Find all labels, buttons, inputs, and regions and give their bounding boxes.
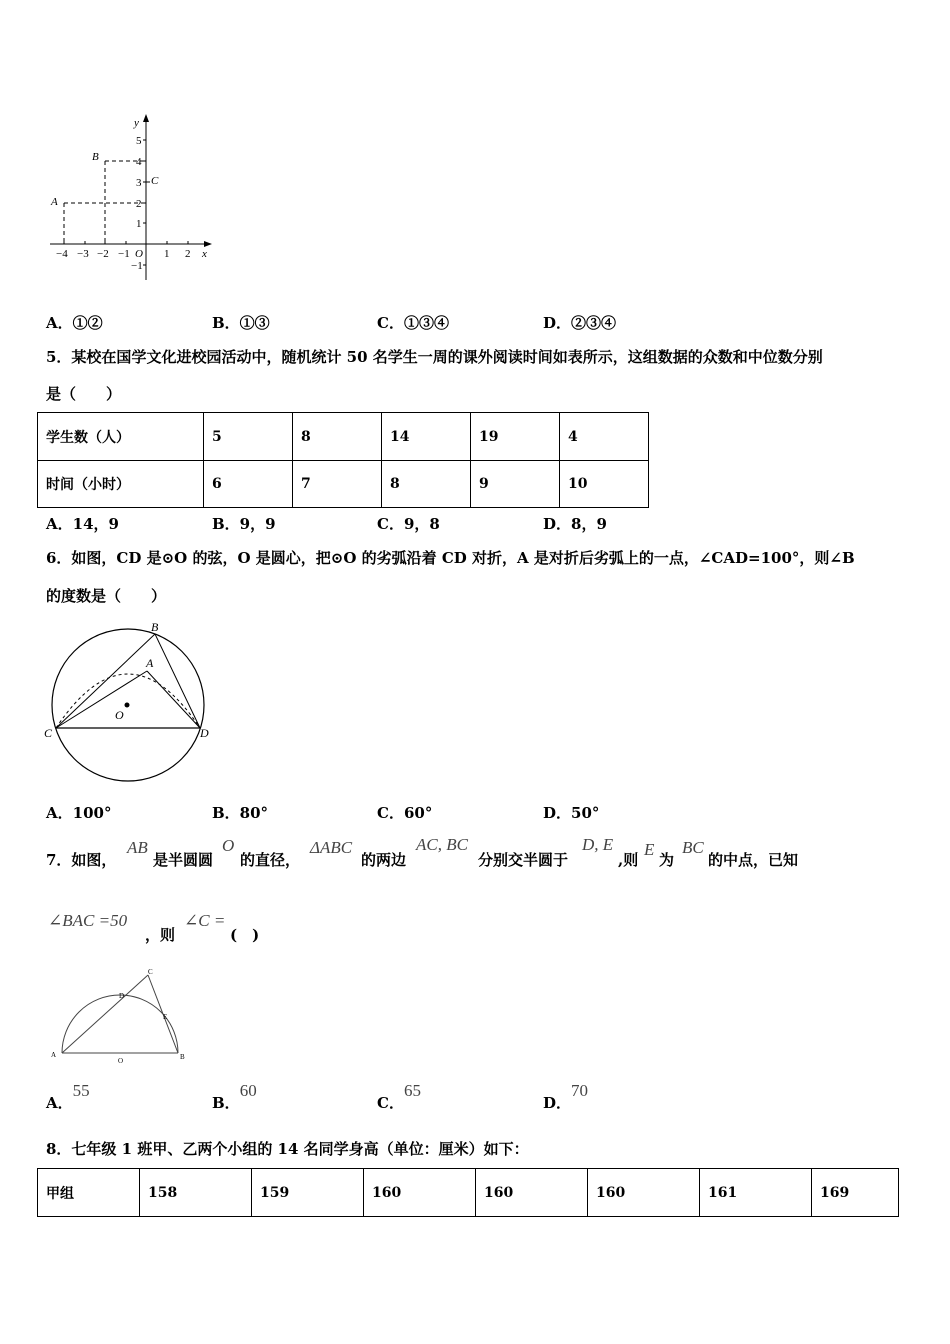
y-tick-label: 2	[136, 198, 142, 210]
segment-ca	[56, 671, 147, 728]
table-cell: 9	[471, 461, 560, 508]
label-a: A	[51, 1051, 57, 1059]
x-tick-label: −4	[56, 248, 68, 260]
label-d: D	[200, 726, 209, 740]
q6-circle-figure	[38, 615, 218, 790]
table-cell: 6	[204, 461, 293, 508]
question-7-text: ,则	[618, 851, 639, 869]
option-c[interactable]: C．9，8	[377, 515, 440, 533]
table-cell: 10	[560, 461, 649, 508]
answer-blank: ( )	[230, 926, 260, 944]
x-tick-label: −1	[118, 248, 130, 260]
math-bc: BC	[682, 838, 704, 857]
y-tick-label: 5	[136, 135, 142, 147]
question-5-text-cont: 是（ ）	[46, 385, 122, 403]
math-triangle-abc: ΔABC	[310, 838, 353, 857]
label-b: B	[180, 1053, 185, 1061]
label-c: C	[148, 968, 153, 976]
question-7-prefix: 7．如图，	[46, 851, 117, 869]
table-cell: 159	[252, 1169, 364, 1217]
table-cell: 158	[140, 1169, 252, 1217]
question-6-text-cont: 的度数是（ ）	[46, 587, 167, 605]
option-c[interactable]	[377, 1081, 421, 1113]
label-c: C	[44, 726, 53, 740]
math-ab: AB	[127, 838, 148, 857]
semicircle-arc	[62, 995, 178, 1053]
table-cell: 14	[382, 413, 471, 461]
option-value: 55	[72, 1081, 90, 1100]
table-row	[38, 1169, 899, 1217]
table-cell: 169	[812, 1169, 899, 1217]
point-a-label: A	[51, 196, 58, 208]
label-b: B	[151, 620, 159, 634]
question-7-text: 的两边	[361, 851, 407, 869]
label-e: E	[163, 1013, 168, 1021]
option-b[interactable]	[212, 1081, 257, 1113]
option-b[interactable]: B．①③	[212, 314, 270, 332]
point-c-label: C	[151, 175, 159, 187]
center-point	[125, 703, 130, 708]
option-d[interactable]: D．②③④	[543, 314, 617, 332]
table-cell: 160	[588, 1169, 700, 1217]
question-7-text: 的中点，已知	[708, 851, 799, 869]
table-cell: 时间（小时）	[38, 461, 204, 508]
x-axis-arrow	[204, 241, 212, 247]
math-o: O	[222, 836, 235, 855]
math-angle-bac: ∠BAC =50	[48, 911, 128, 930]
table-cell: 8	[293, 413, 382, 461]
option-a[interactable]: A．①②	[46, 314, 103, 332]
y-axis-label: y	[134, 117, 139, 129]
option-letter: D．	[543, 1094, 572, 1112]
table-cell: 160	[476, 1169, 588, 1217]
label-o: O	[118, 1057, 124, 1065]
q7-semicircle-figure	[46, 965, 196, 1065]
math-e: E	[644, 840, 655, 859]
option-letter: C．	[377, 1094, 404, 1112]
y-tick-label: 3	[136, 177, 142, 189]
option-b[interactable]: B．9，9	[212, 515, 276, 533]
option-a[interactable]: A．100°	[46, 804, 112, 822]
option-d[interactable]: D．8，9	[543, 515, 607, 533]
math-ac-bc: AC, BC	[416, 835, 468, 854]
option-c[interactable]: C．①③④	[377, 314, 449, 332]
option-a[interactable]	[46, 1081, 90, 1113]
origin-label: O	[135, 248, 143, 260]
math-angle-c: ∠C =	[184, 911, 226, 930]
q5-data-table	[37, 412, 649, 508]
x-tick-label: −2	[97, 248, 109, 260]
question-8-text: 8．七年级 1 班甲、乙两个小组的 14 名同学身高（单位：厘米）如下：	[46, 1140, 529, 1158]
question-7-text: 是半圆圆	[153, 851, 214, 869]
question-5-text: 5．某校在国学文化进校园活动中，随机统计 50 名学生一周的课外阅读时间如表所示，这组数据的众数和中位数分别	[46, 348, 823, 366]
table-cell: 5	[204, 413, 293, 461]
table-cell: 160	[364, 1169, 476, 1217]
label-o: O	[115, 708, 124, 722]
table-row	[38, 413, 649, 461]
table-cell: 4	[560, 413, 649, 461]
y-tick-label: 1	[136, 218, 142, 230]
label-d: D	[119, 992, 125, 1000]
segment-ad	[147, 671, 200, 728]
side-ac	[62, 975, 148, 1053]
option-letter: B．	[212, 1094, 240, 1112]
math-d-e: D, E	[582, 835, 614, 854]
y-axis-arrow	[143, 114, 149, 122]
question-6-text: 6．如图，CD 是⊙O 的弦，O 是圆心，把⊙O 的劣弧沿着 CD 对折，A 是对折后劣弧上的一点，∠CAD=100°，则∠B	[46, 549, 855, 567]
x-tick-label: 1	[164, 248, 170, 260]
option-value: 60	[239, 1081, 257, 1100]
y-tick-label: −1	[131, 260, 143, 272]
option-value: 70	[571, 1081, 589, 1100]
option-b[interactable]: B．80°	[212, 804, 269, 822]
option-d[interactable]: D．50°	[543, 804, 600, 822]
question-7-text: ，则	[145, 926, 176, 944]
table-cell: 学生数（人）	[38, 413, 204, 461]
option-letter: A．	[46, 1094, 73, 1112]
x-axis-label: x	[202, 248, 207, 260]
x-tick-label: −3	[77, 248, 89, 260]
table-cell: 7	[293, 461, 382, 508]
option-c[interactable]: C．60°	[377, 804, 433, 822]
q8-height-table	[37, 1168, 899, 1217]
option-value: 65	[403, 1081, 421, 1100]
point-b-label: B	[92, 151, 99, 163]
option-a[interactable]: A．14，9	[46, 515, 119, 533]
table-cell: 161	[700, 1169, 812, 1217]
table-cell: 19	[471, 413, 560, 461]
question-7-text: 分别交半圆于	[478, 851, 569, 869]
q4-coordinate-graph	[40, 110, 230, 285]
table-cell: 8	[382, 461, 471, 508]
question-7-text: 的直径，	[240, 851, 301, 869]
label-a: A	[146, 656, 154, 670]
table-cell: 甲组	[38, 1169, 140, 1217]
question-7-text: 为	[659, 851, 675, 869]
table-row	[38, 461, 649, 508]
x-tick-label: 2	[185, 248, 191, 260]
segment-cb	[56, 634, 155, 728]
y-tick-label: 4	[136, 156, 142, 168]
option-d[interactable]	[543, 1081, 589, 1113]
